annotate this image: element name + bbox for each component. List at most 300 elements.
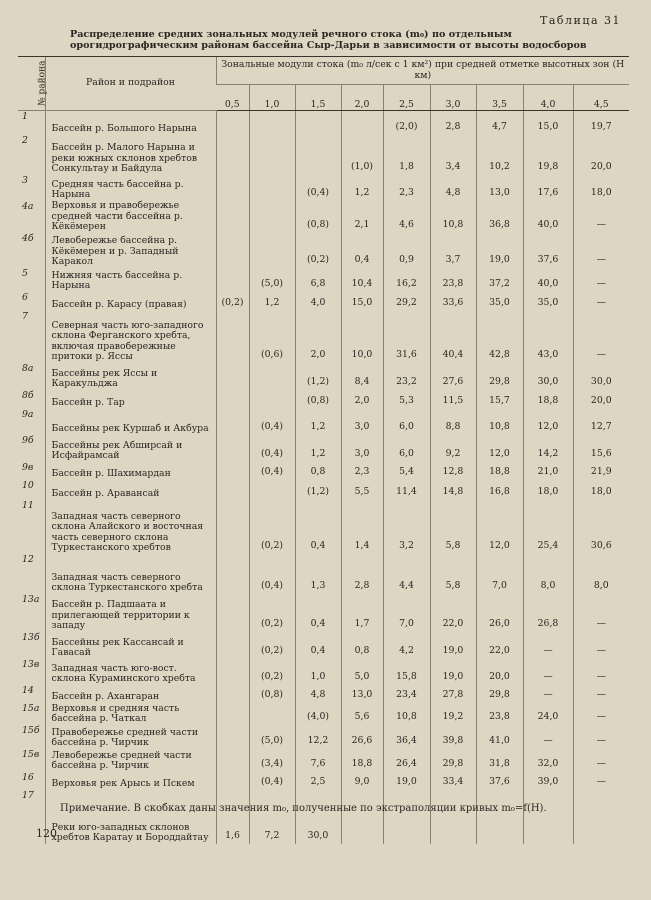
cell-value: — [573, 685, 629, 703]
cell-value: — [573, 268, 629, 292]
cell-value [216, 659, 249, 685]
cell-value: 3,2 [383, 500, 430, 554]
cell-value: 2,5 [295, 772, 341, 790]
row-district: Средняя часть бассейна р. Нарына [45, 175, 216, 201]
table-row [18, 480, 629, 500]
cell-value: — [573, 772, 629, 790]
row-number: 8а [22, 362, 34, 374]
table-note: Примечание. В скобках даны значения m₀, полученные по экстраполяции кривых m₀=f(H). [60, 803, 547, 814]
cell-value: — [573, 703, 629, 725]
row-number: 9а [22, 408, 34, 420]
cell-value: 10,4 [341, 268, 383, 292]
cell-value: — [523, 632, 573, 659]
cell-value [216, 201, 249, 233]
cell-value [295, 111, 341, 135]
row-number: 8б [22, 389, 34, 401]
row-number: 10 [22, 479, 34, 491]
cell-value: (0,4) [249, 772, 295, 790]
cell-value: (0,4) [295, 175, 341, 201]
row-number: 13в [22, 658, 40, 670]
cell-value: 29,2 [383, 292, 430, 311]
row-number: 9в [22, 461, 34, 473]
cell-value [573, 790, 629, 844]
row-number: 2 [22, 134, 28, 146]
row-district: Правобережье средней части бассейна р. Чирчик [45, 725, 216, 749]
cell-value: 32,0 [523, 749, 573, 772]
cell-value: 20,0 [573, 390, 629, 409]
table-row [18, 659, 629, 685]
table-row [18, 435, 629, 462]
row-number: 12 [22, 553, 34, 565]
row-district: Бассейны рек Куршаб и Акбура [45, 409, 216, 435]
cell-value: 18,8 [476, 462, 523, 480]
cell-value: 26,6 [341, 725, 383, 749]
cell-value [216, 500, 249, 554]
cell-value: 21,0 [523, 462, 573, 480]
row-district: Бассейн р. Карасу (правая) [45, 292, 216, 311]
row-number: 3 [22, 174, 28, 186]
cell-value: — [523, 685, 573, 703]
cell-value: 21,9 [573, 462, 629, 480]
cell-value: 30,6 [573, 500, 629, 554]
cell-value: 37,2 [476, 268, 523, 292]
cell-value: 7,2 [249, 790, 295, 844]
row-district: Левобережье бассейна р. Кёкёмерен и р. Западный Каракол [45, 233, 216, 268]
cell-value: 2,3 [341, 462, 383, 480]
row-district: Западная часть юго-вост. склона Кураминского хребта [45, 659, 216, 685]
cell-value: 2,3 [383, 175, 430, 201]
cell-value: 1,4 [341, 500, 383, 554]
cell-value: 15,0 [523, 111, 573, 135]
cell-value: 0,4 [295, 500, 341, 554]
cell-value: 15,8 [383, 659, 430, 685]
cell-value: 13,0 [341, 685, 383, 703]
cell-value: 22,0 [430, 594, 476, 632]
cell-value [476, 790, 523, 844]
cell-value: 18,0 [573, 175, 629, 201]
table-row [18, 175, 629, 201]
cell-value: 4,0 [295, 292, 341, 311]
cell-value: — [573, 292, 629, 311]
header-height: 4,0 [523, 85, 573, 111]
cell-value: 35,0 [523, 292, 573, 311]
cell-value [216, 435, 249, 462]
cell-value [216, 409, 249, 435]
cell-value [216, 363, 249, 390]
cell-value: 41,0 [476, 725, 523, 749]
cell-value: 1,2 [249, 292, 295, 311]
table-row [18, 363, 629, 390]
cell-value: 26,0 [476, 594, 523, 632]
cell-value: 4,6 [383, 201, 430, 233]
table-row [18, 632, 629, 659]
cell-value: 18,0 [523, 480, 573, 500]
cell-value: 4,8 [295, 685, 341, 703]
cell-value [249, 201, 295, 233]
cell-value: 9,2 [430, 435, 476, 462]
cell-value: — [523, 659, 573, 685]
cell-value: 16,2 [383, 268, 430, 292]
table-row [18, 135, 629, 175]
cell-value: — [523, 725, 573, 749]
cell-value: 23,8 [430, 268, 476, 292]
table-row [18, 790, 629, 844]
cell-value: 19,0 [383, 772, 430, 790]
cell-value: 22,0 [476, 632, 523, 659]
cell-value [249, 135, 295, 175]
cell-value: (0,6) [249, 311, 295, 363]
cell-value: 5,0 [341, 659, 383, 685]
header-district: Район и подрайон [45, 57, 216, 111]
cell-value: 19,0 [430, 659, 476, 685]
cell-value: 1,8 [383, 135, 430, 175]
cell-value: 3,0 [341, 435, 383, 462]
cell-value: 15,0 [341, 292, 383, 311]
cell-value [216, 632, 249, 659]
cell-value [216, 233, 249, 268]
row-district: Бассейн р. Малого Нарына и реки южных склонов хребтов Сонкультау и Байдула [45, 135, 216, 175]
cell-value: 23,4 [383, 685, 430, 703]
table-number: Таблица 31 [540, 14, 621, 27]
cell-value: 3,4 [430, 135, 476, 175]
row-number: 16 [22, 771, 34, 783]
row-district: Бассейн р. Ахангаран [45, 685, 216, 703]
cell-value [216, 390, 249, 409]
cell-value [430, 790, 476, 844]
cell-value: 1,3 [295, 554, 341, 594]
row-number: 15в [22, 748, 40, 760]
table-row [18, 311, 629, 363]
row-district: Северная часть юго-западного склона Ферганского хребта, включая правобережные притоки р. Яссы [45, 311, 216, 363]
row-number: 7 [22, 310, 28, 322]
cell-value: 4,8 [430, 175, 476, 201]
table-row [18, 390, 629, 409]
header-number: № района [18, 57, 45, 111]
cell-value [249, 480, 295, 500]
cell-value [216, 111, 249, 135]
cell-value: 1,2 [295, 435, 341, 462]
cell-value [216, 685, 249, 703]
row-district: Левобережье средней части бассейна р. Чирчик [45, 749, 216, 772]
cell-value [249, 363, 295, 390]
header-height: 2,5 [383, 85, 430, 111]
cell-value: 8,4 [341, 363, 383, 390]
row-number: 9б [22, 434, 34, 446]
cell-value: 35,0 [476, 292, 523, 311]
cell-value: 11,5 [430, 390, 476, 409]
cell-value [216, 703, 249, 725]
cell-value: (0,2) [249, 594, 295, 632]
cell-value: 1,6 [216, 790, 249, 844]
cell-value: 1,0 [295, 659, 341, 685]
cell-value [216, 311, 249, 363]
cell-value: — [573, 201, 629, 233]
table-row [18, 292, 629, 311]
cell-value: (0,4) [249, 462, 295, 480]
header-zones: Зональные модули стока (m₀ л/сек с 1 км²) при средней отметке высотных зон (H км) [216, 57, 629, 85]
cell-value: (0,8) [249, 685, 295, 703]
cell-value: 8,8 [430, 409, 476, 435]
row-district: Верховья рек Арысь и Пскем [45, 772, 216, 790]
cell-value: 12,7 [573, 409, 629, 435]
cell-value: 18,0 [573, 480, 629, 500]
cell-value: 25,4 [523, 500, 573, 554]
cell-value [341, 111, 383, 135]
cell-value: (0,8) [295, 390, 341, 409]
cell-value [523, 790, 573, 844]
cell-value: 6,8 [295, 268, 341, 292]
cell-value [216, 749, 249, 772]
cell-value [216, 554, 249, 594]
cell-value: 12,0 [523, 409, 573, 435]
cell-value: (0,2) [249, 500, 295, 554]
cell-value: 0,8 [295, 462, 341, 480]
cell-value: 2,0 [295, 311, 341, 363]
cell-value: 0,4 [295, 632, 341, 659]
cell-value [216, 175, 249, 201]
table-row [18, 111, 629, 135]
cell-value: 24,0 [523, 703, 573, 725]
cell-value: 14,8 [430, 480, 476, 500]
cell-value: 36,4 [383, 725, 430, 749]
cell-value: — [573, 594, 629, 632]
row-district: Верховья и средняя часть бассейна р. Чаткал [45, 703, 216, 725]
header-height: 3,0 [430, 85, 476, 111]
cell-value: 16,8 [476, 480, 523, 500]
row-district: Бассейны рек Яссы и Каракульджа [45, 363, 216, 390]
cell-value: 23,2 [383, 363, 430, 390]
cell-value: — [573, 725, 629, 749]
cell-value: 31,6 [383, 311, 430, 363]
cell-value: (4,0) [295, 703, 341, 725]
table-row [18, 554, 629, 594]
cell-value: (0,2) [249, 632, 295, 659]
cell-value: (0,8) [295, 201, 341, 233]
cell-value [383, 790, 430, 844]
cell-value: (1,2) [295, 363, 341, 390]
cell-value: 3,0 [341, 409, 383, 435]
cell-value: 13,0 [476, 175, 523, 201]
cell-value: 2,8 [341, 554, 383, 594]
cell-value: 18,8 [523, 390, 573, 409]
cell-value: 0,4 [295, 594, 341, 632]
cell-value: 36,8 [476, 201, 523, 233]
cell-value: 33,6 [430, 292, 476, 311]
table-title: Распределение средних зональных модулей речного стока (m₀) по отдельным орогидрографическим районам бассейна Сыр-Дарьи в зависимости от высоты водосборов [70, 29, 587, 51]
cell-value: 37,6 [523, 233, 573, 268]
cell-value: 19,0 [476, 233, 523, 268]
cell-value: — [573, 659, 629, 685]
cell-value: 11,4 [383, 480, 430, 500]
cell-value: — [573, 749, 629, 772]
cell-value: 7,0 [383, 594, 430, 632]
cell-value: (1,2) [295, 480, 341, 500]
cell-value: 8,0 [573, 554, 629, 594]
row-district: Бассейн р. Большого Нарына [45, 111, 216, 135]
row-number: 14 [22, 684, 34, 696]
cell-value: 1,2 [295, 409, 341, 435]
cell-value: 2,0 [341, 390, 383, 409]
cell-value: 14,2 [523, 435, 573, 462]
table-row [18, 703, 629, 725]
cell-value: (5,0) [249, 725, 295, 749]
table-row [18, 772, 629, 790]
cell-value: 39,8 [430, 725, 476, 749]
cell-value: 4,2 [383, 632, 430, 659]
cell-value: 9,0 [341, 772, 383, 790]
row-district: Реки юго-западных склонов хребтов Каратау и Бороддайтау [45, 790, 216, 844]
cell-value: 0,4 [341, 233, 383, 268]
cell-value: (0,4) [249, 409, 295, 435]
cell-value: 2,1 [341, 201, 383, 233]
cell-value: 0,9 [383, 233, 430, 268]
cell-value: 37,6 [476, 772, 523, 790]
cell-value: 29,8 [476, 363, 523, 390]
cell-value: 20,0 [476, 659, 523, 685]
cell-value: 33,4 [430, 772, 476, 790]
cell-value: 23,8 [476, 703, 523, 725]
table-row [18, 201, 629, 233]
row-number: 4а [22, 200, 34, 212]
cell-value: (2,0) [383, 111, 430, 135]
cell-value: — [573, 233, 629, 268]
row-district: Нижняя часть бассейна р. Нарына [45, 268, 216, 292]
cell-value: — [573, 632, 629, 659]
row-number: 13а [22, 593, 40, 605]
cell-value: 30,0 [523, 363, 573, 390]
cell-value: (1,0) [341, 135, 383, 175]
table-row [18, 462, 629, 480]
cell-value: (0,2) [249, 659, 295, 685]
cell-value: 20,0 [573, 135, 629, 175]
cell-value [249, 390, 295, 409]
cell-value: (0,4) [249, 554, 295, 594]
row-number: 11 [22, 499, 34, 511]
table-row [18, 409, 629, 435]
row-district: Бассейн р. Аравансай [45, 480, 216, 500]
cell-value: (3,4) [249, 749, 295, 772]
cell-value: 30,0 [295, 790, 341, 844]
cell-value [249, 175, 295, 201]
row-district: Верховья и правобережье средней части бассейна р. Кёкёмерен [45, 201, 216, 233]
cell-value: 19,0 [430, 632, 476, 659]
cell-value: 5,4 [383, 462, 430, 480]
cell-value: 3,7 [430, 233, 476, 268]
table-row [18, 725, 629, 749]
cell-value [295, 135, 341, 175]
cell-value: 19,2 [430, 703, 476, 725]
cell-value: 27,8 [430, 685, 476, 703]
cell-value: 10,8 [476, 409, 523, 435]
cell-value: 5,3 [383, 390, 430, 409]
cell-value: 6,0 [383, 435, 430, 462]
table-row [18, 685, 629, 703]
cell-value: 5,8 [430, 554, 476, 594]
cell-value: 12,2 [295, 725, 341, 749]
cell-value: 7,6 [295, 749, 341, 772]
cell-value: 26,4 [383, 749, 430, 772]
page-number: 120 [36, 827, 57, 840]
cell-value: 4,7 [476, 111, 523, 135]
cell-value: 12,8 [430, 462, 476, 480]
cell-value: 40,0 [523, 201, 573, 233]
cell-value: 19,7 [573, 111, 629, 135]
row-district: Западная часть северного склона Алайского и восточная часть северного склона Туркестанского хребтов [45, 500, 216, 554]
cell-value: 10,0 [341, 311, 383, 363]
header-height: 1,5 [295, 85, 341, 111]
cell-value: 26,8 [523, 594, 573, 632]
table-row [18, 594, 629, 632]
row-number: 15а [22, 702, 40, 714]
cell-value [216, 462, 249, 480]
cell-value: 8,0 [523, 554, 573, 594]
header-height: 4,5 [573, 85, 629, 111]
cell-value: 31,8 [476, 749, 523, 772]
header-height: 1,0 [249, 85, 295, 111]
cell-value [216, 480, 249, 500]
cell-value: 10,8 [383, 703, 430, 725]
cell-value: 30,0 [573, 363, 629, 390]
cell-value: 40,4 [430, 311, 476, 363]
row-district: Бассейн р. Падшаата и прилегающей территории к западу [45, 594, 216, 632]
cell-value: 29,8 [430, 749, 476, 772]
row-district: Бассейн р. Тар [45, 390, 216, 409]
cell-value: 15,6 [573, 435, 629, 462]
cell-value: 1,7 [341, 594, 383, 632]
cell-value: 7,0 [476, 554, 523, 594]
row-number: 6 [22, 291, 28, 303]
cell-value [216, 135, 249, 175]
cell-value [216, 725, 249, 749]
cell-value [249, 233, 295, 268]
cell-value: 12,0 [476, 500, 523, 554]
header-height: 0,5 [216, 85, 249, 111]
row-number: 15б [22, 724, 40, 736]
cell-value: 5,5 [341, 480, 383, 500]
cell-value [216, 594, 249, 632]
table-row [18, 268, 629, 292]
cell-value: 17,6 [523, 175, 573, 201]
cell-value: 27,6 [430, 363, 476, 390]
cell-value: 42,8 [476, 311, 523, 363]
cell-value [249, 111, 295, 135]
cell-value: 10,8 [430, 201, 476, 233]
cell-value: — [573, 311, 629, 363]
cell-value [216, 268, 249, 292]
row-number: 17 [22, 789, 34, 801]
row-district: Бассейны рек Кассансай и Гавасай [45, 632, 216, 659]
cell-value [216, 772, 249, 790]
table-row [18, 500, 629, 554]
header-height: 3,5 [476, 85, 523, 111]
cell-value: (0,4) [249, 435, 295, 462]
cell-value: 40,0 [523, 268, 573, 292]
cell-value [341, 790, 383, 844]
cell-value: 18,8 [341, 749, 383, 772]
cell-value: 1,2 [341, 175, 383, 201]
cell-value: (0,2) [216, 292, 249, 311]
table-row [18, 749, 629, 772]
row-district: Западная часть северного склона Туркестанского хребта [45, 554, 216, 594]
cell-value: 15,7 [476, 390, 523, 409]
cell-value [249, 703, 295, 725]
cell-value: 5,6 [341, 703, 383, 725]
cell-value: 5,8 [430, 500, 476, 554]
cell-value: 29,8 [476, 685, 523, 703]
header-height: 2,0 [341, 85, 383, 111]
table-row [18, 233, 629, 268]
row-number: 5 [22, 267, 28, 279]
